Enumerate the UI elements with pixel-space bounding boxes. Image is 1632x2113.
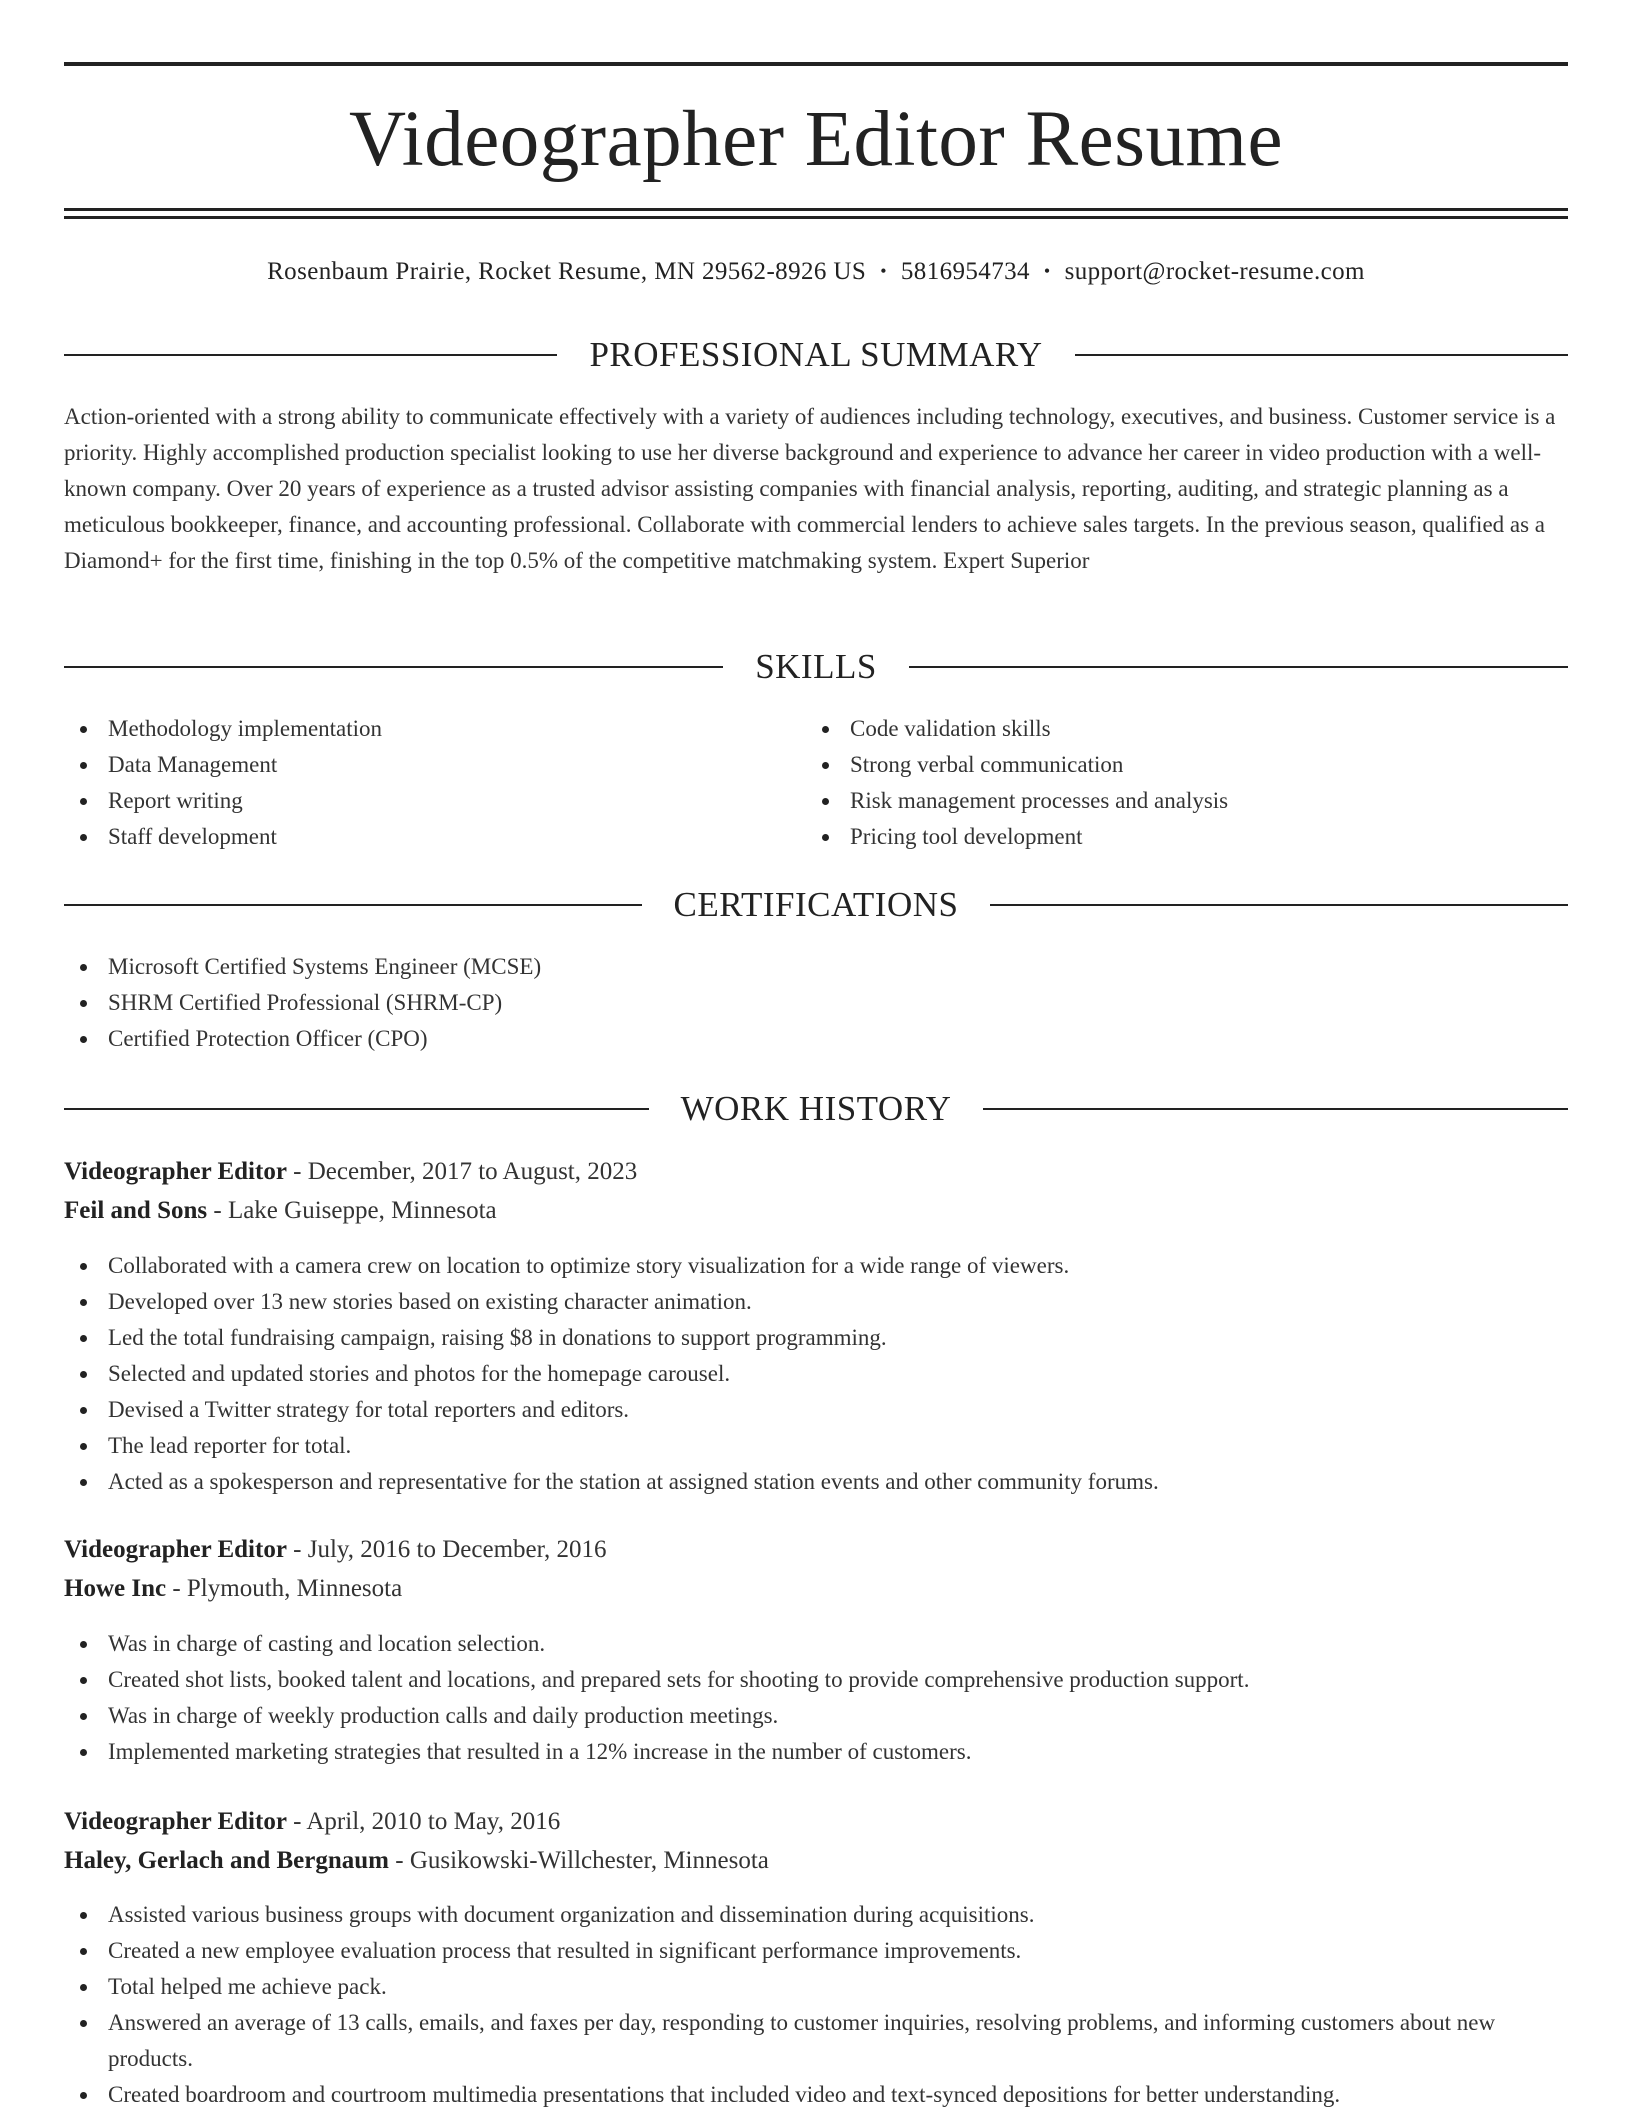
certification-item: SHRM Certified Professional (SHRM-CP): [64, 985, 1568, 1021]
certifications-heading: [64, 880, 1568, 930]
heading-rule: [983, 1108, 1568, 1110]
job-location: Gusikowski-Willchester, Minnesota: [409, 1847, 769, 1874]
job-company: Haley, Gerlach and Bergnaum: [64, 1847, 389, 1874]
job-title-line: Videographer Editor - April, 2010 to May, 2016: [64, 1808, 561, 1835]
contact-address: Rosenbaum Prairie, Rocket Resume, MN 29562-8926 US: [267, 258, 867, 285]
job-bullet: Total helped me achieve pack.: [64, 1969, 1568, 2005]
title-rule-lower: [64, 216, 1568, 219]
heading-rule: [64, 666, 723, 668]
job-location: Plymouth, Minnesota: [186, 1575, 403, 1602]
work-history-heading: [64, 1084, 1568, 1134]
section-title: WORK HISTORY: [680, 1089, 952, 1128]
job-title-line: Videographer Editor - July, 2016 to December, 2016: [64, 1536, 607, 1563]
job-bullets: [64, 1897, 1568, 2113]
heading-rule: [909, 666, 1568, 668]
contact-separator: •: [1043, 261, 1051, 281]
section-title: CERTIFICATIONS: [673, 885, 959, 924]
job-bullet: The lead reporter for total.: [64, 1428, 1568, 1464]
contact-email: support@rocket-resume.com: [1064, 258, 1365, 285]
job-dates: December, 2017 to August, 2023: [307, 1158, 638, 1185]
job-bullets: [64, 1626, 1568, 1770]
section-title: SKILLS: [755, 647, 877, 686]
job-title-line: Videographer Editor - December, 2017 to August, 2023: [64, 1158, 638, 1185]
job-bullet: Selected and updated stories and photos for the homepage carousel.: [64, 1356, 1568, 1392]
skill-item: Report writing: [64, 783, 804, 819]
contact-line: [64, 254, 1568, 289]
job-bullet: Created a new employee evaluation process that resulted in significant performance improvements.: [64, 1933, 1568, 1969]
job-title: Videographer Editor: [64, 1158, 287, 1185]
job-bullet: Acted as a spokesperson and representative for the station at assigned station events and other community forums.: [64, 1464, 1568, 1500]
heading-rule: [1075, 354, 1568, 356]
skill-item: Methodology implementation: [64, 711, 804, 747]
skill-item: Data Management: [64, 747, 804, 783]
job-location: Lake Guiseppe, Minnesota: [227, 1197, 497, 1224]
certification-item: Microsoft Certified Systems Engineer (MCSE): [64, 949, 1568, 985]
job-bullet: Implemented marketing strategies that resulted in a 12% increase in the number of customers.: [64, 1734, 1568, 1770]
job-company-line: Feil and Sons - Lake Guiseppe, Minnesota: [64, 1197, 497, 1224]
job-bullets: [64, 1248, 1568, 1500]
job-dates: July, 2016 to December, 2016: [307, 1536, 607, 1563]
job-bullet: Developed over 13 new stories based on existing character animation.: [64, 1284, 1568, 1320]
job-dates: April, 2010 to May, 2016: [306, 1808, 561, 1835]
heading-rule: [64, 354, 557, 356]
skill-item: Staff development: [64, 819, 804, 855]
skill-item: Risk management processes and analysis: [806, 783, 1568, 819]
contact-separator: •: [880, 261, 887, 281]
skills-heading: [64, 642, 1568, 692]
skill-item: Pricing tool development: [806, 819, 1568, 855]
heading-rule: [64, 904, 642, 906]
job-title: Videographer Editor: [64, 1536, 287, 1563]
heading-rule: [64, 1108, 649, 1110]
job-bullet: Created boardroom and courtroom multimedia presentations that included video and text-synced depositions for better understanding.: [64, 2077, 1568, 2113]
job-company: Feil and Sons: [64, 1197, 208, 1224]
job-bullet: Was in charge of weekly production calls and daily production meetings.: [64, 1698, 1568, 1734]
job-company-line: Howe Inc - Plymouth, Minnesota: [64, 1575, 403, 1602]
section-title: PROFESSIONAL SUMMARY: [589, 335, 1043, 374]
job-company-line: Haley, Gerlach and Bergnaum - Gusikowski-Willchester, Minnesota: [64, 1847, 769, 1874]
skill-item: Code validation skills: [806, 711, 1568, 747]
skill-item: Strong verbal communication: [806, 747, 1568, 783]
job-title: Videographer Editor: [64, 1808, 287, 1835]
job-bullet: Collaborated with a camera crew on location to optimize story visualization for a wide range of viewers.: [64, 1248, 1568, 1284]
job-company: Howe Inc: [64, 1575, 167, 1602]
skills-list-right: [806, 711, 1568, 855]
job-bullet: Answered an average of 13 calls, emails, and faxes per day, responding to customer inquiries, resolving problems, and informing customers about new products.: [64, 2005, 1568, 2077]
summary-heading: [64, 330, 1568, 380]
certification-item: Certified Protection Officer (CPO): [64, 1021, 1568, 1057]
certifications-list: [64, 949, 1568, 1057]
job-bullet: Assisted various business groups with document organization and dissemination during acquisitions.: [64, 1897, 1568, 1933]
heading-rule: [990, 904, 1568, 906]
job-bullet: Devised a Twitter strategy for total reporters and editors.: [64, 1392, 1568, 1428]
contact-phone: 5816954734: [900, 258, 1030, 285]
top-rule: [64, 62, 1568, 66]
skills-list-left: [64, 711, 804, 855]
title-rule-upper: [64, 208, 1568, 211]
job-bullet: Created shot lists, booked talent and locations, and prepared sets for shooting to provide comprehensive production support.: [64, 1662, 1568, 1698]
summary-text: Action-oriented with a strong ability to communicate effectively with a variety of audiences including technology, executives, and business. Customer service is a priority. Highly accomplished production specialist looking to use her diverse background and experience to advance her career in video production with a well-known company. Over 20 years of experience as a trusted advisor assisting companies with financial analysis, reporting, auditing, and strategic planning as a meticulous bookkeeper, finance, and accounting professional. Collaborate with commercial lenders to achieve sales targets. In the previous season, qualified as a Diamond+ for the first time, finishing in the top 0.5% of the competitive matchmaking system. Expert Superior: [64, 404, 1556, 573]
job-bullet: Led the total fundraising campaign, raising $8 in donations to support programming.: [64, 1320, 1568, 1356]
resume-title: Videographer Editor Resume: [348, 96, 1284, 183]
job-bullet: Was in charge of casting and location selection.: [64, 1626, 1568, 1662]
